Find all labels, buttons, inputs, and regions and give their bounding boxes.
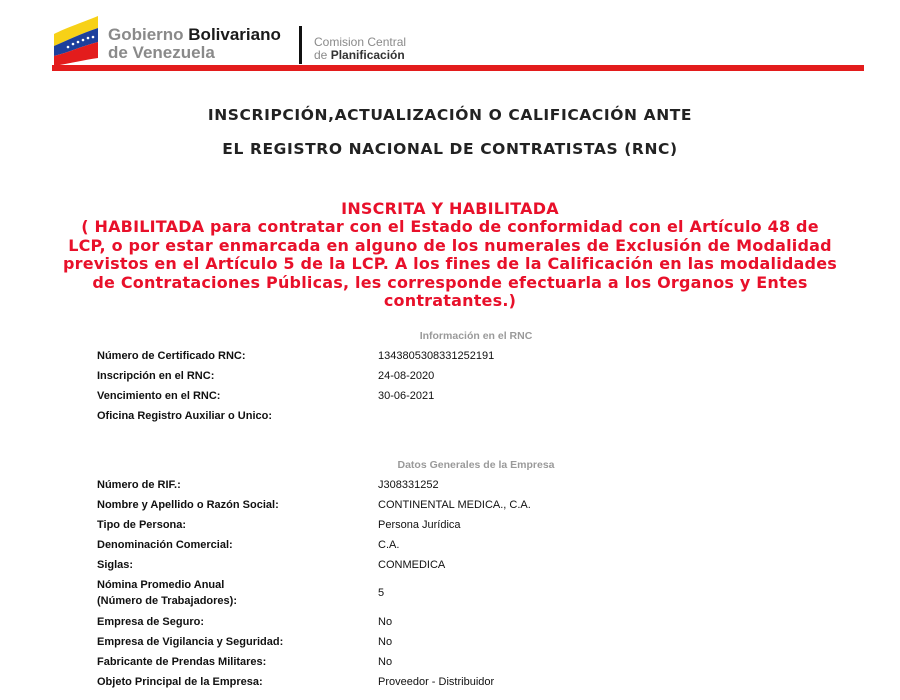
rnc-row-inscripcion bbox=[97, 368, 797, 386]
company-row-objeto-principal bbox=[97, 674, 797, 692]
company-row-rif bbox=[97, 477, 797, 495]
field-label bbox=[97, 577, 237, 609]
rnc-info-section-title: Información en el RNC bbox=[419, 330, 533, 342]
field-label: Denominación Comercial: bbox=[97, 539, 233, 551]
field-label-line2: (Número de Trabajadores): bbox=[97, 595, 237, 607]
field-label: Inscripción en el RNC: bbox=[97, 370, 215, 382]
rnc-row-certificado bbox=[97, 348, 797, 366]
page-title-line2: EL REGISTRO NACIONAL DE CONTRATISTAS (RNC) bbox=[222, 140, 678, 158]
company-row-prendas-militares bbox=[97, 654, 797, 672]
field-label: Objeto Principal de la Empresa: bbox=[97, 676, 263, 688]
field-value: No bbox=[378, 636, 393, 648]
company-row-denominacion bbox=[97, 537, 797, 555]
comision-line2-light: de bbox=[314, 48, 331, 62]
field-value: No bbox=[378, 616, 393, 628]
field-value: C.A. bbox=[378, 539, 400, 551]
comision-central-wordmark bbox=[314, 36, 406, 62]
field-label: Vencimiento en el RNC: bbox=[97, 390, 221, 402]
page-title-line1: INSCRIPCIÓN,ACTUALIZACIÓN O CALIFICACIÓN ANTE bbox=[207, 106, 693, 124]
company-row-vigilancia bbox=[97, 634, 797, 652]
rnc-row-oficina bbox=[97, 408, 797, 426]
field-label: Oficina Registro Auxiliar o Unico: bbox=[97, 410, 273, 422]
status-description: ( HABILITADA para contratar con el Estado de conformidad con el Artículo 48 de LCP, o por estar enmarcada en alguno de los numerales de Exclusión de Modalidad previstos en el Artículo 5 de la LCP. A los fines de la Calificación en las modalidades de Contrataciones Públicas, les corresponde efectuarla a los Organos y Entes contratantes.) bbox=[63, 217, 837, 310]
field-value: 30-06-2021 bbox=[378, 390, 435, 402]
rnc-row-vencimiento bbox=[97, 388, 797, 406]
comision-line1: Comision Central bbox=[314, 35, 407, 49]
gobierno-bolivariano-wordmark bbox=[108, 26, 281, 62]
gov-line2: de Venezuela bbox=[108, 43, 215, 62]
header-red-rule bbox=[52, 65, 864, 71]
site-header bbox=[52, 14, 864, 72]
field-value: CONMEDICA bbox=[378, 559, 446, 571]
field-label: Número de Certificado RNC: bbox=[97, 350, 246, 362]
status-heading: INSCRITA Y HABILITADA bbox=[341, 199, 559, 218]
company-row-nomina bbox=[97, 577, 797, 611]
field-value: Persona Jurídica bbox=[378, 519, 461, 531]
header-divider bbox=[299, 26, 302, 64]
field-label: Siglas: bbox=[97, 559, 134, 571]
field-label: Tipo de Persona: bbox=[97, 519, 187, 531]
company-section-title: Datos Generales de la Empresa bbox=[397, 459, 555, 471]
field-label-line1: Nómina Promedio Anual bbox=[97, 579, 225, 591]
gov-line1-light: Gobierno bbox=[108, 25, 189, 44]
field-label: Fabricante de Prendas Militares: bbox=[97, 656, 267, 668]
field-label: Empresa de Vigilancia y Seguridad: bbox=[97, 636, 284, 648]
field-label: Número de RIF.: bbox=[97, 479, 181, 491]
company-row-tipo-persona bbox=[97, 517, 797, 535]
field-value: CONTINENTAL MEDICA., C.A. bbox=[378, 499, 531, 511]
company-row-empresa-seguro bbox=[97, 614, 797, 632]
gov-line1-strong: Bolivariano bbox=[188, 25, 281, 44]
field-value: Proveedor - Distribuidor bbox=[378, 676, 495, 688]
field-value: 5 bbox=[378, 587, 385, 599]
field-value: No bbox=[378, 656, 393, 668]
venezuela-flag-logo bbox=[52, 14, 102, 66]
field-value: J308331252 bbox=[378, 479, 439, 491]
company-row-siglas bbox=[97, 557, 797, 575]
field-value: 1343805308331252191 bbox=[378, 350, 495, 362]
company-row-razon-social bbox=[97, 497, 797, 515]
field-value: 24-08-2020 bbox=[378, 370, 435, 382]
field-label: Empresa de Seguro: bbox=[97, 616, 204, 628]
comision-line2-strong: Planificación bbox=[330, 48, 405, 62]
field-label: Nombre y Apellido o Razón Social: bbox=[97, 499, 279, 511]
